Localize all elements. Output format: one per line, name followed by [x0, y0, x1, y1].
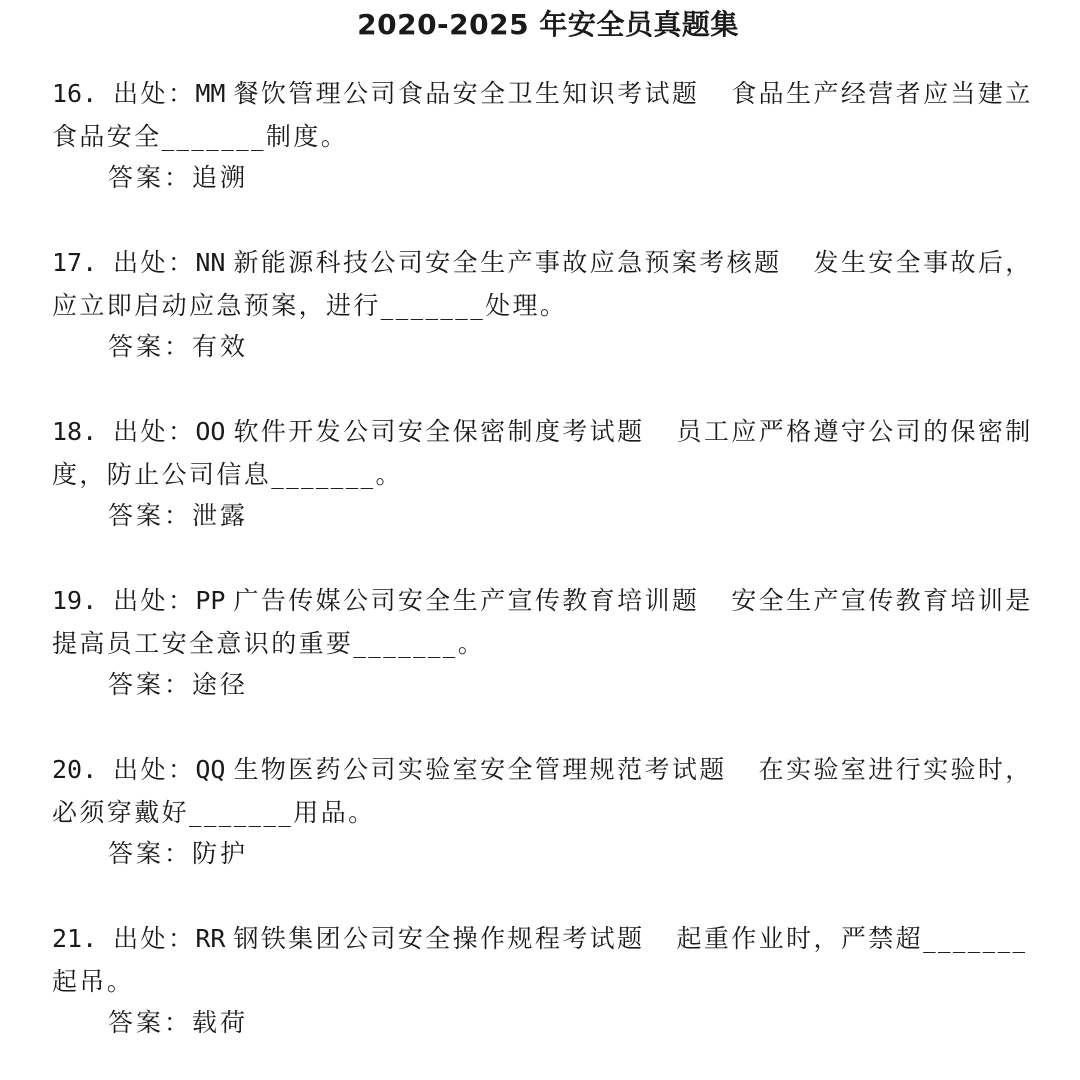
source-name: 软件开发公司安全保密制度考试题	[233, 417, 645, 446]
question-number: 16.	[52, 79, 98, 108]
answer-label: 答案：	[108, 839, 193, 868]
question-number: 21.	[52, 924, 98, 953]
question-body: 起重作业时，严禁超_______起吊。	[52, 924, 1028, 996]
question-item	[52, 241, 1044, 410]
question-number: 19.	[52, 586, 98, 615]
question-number: 18.	[52, 417, 98, 446]
question-body: 在实验室进行实验时，必须穿戴好_______用品。	[52, 755, 1033, 827]
source-label: 出处：	[113, 755, 196, 784]
answer-value: 载荷	[192, 1008, 249, 1037]
source-code: NN	[195, 248, 226, 277]
source-label: 出处：	[113, 79, 196, 108]
question-number: 20.	[52, 755, 98, 784]
question-text-block	[52, 748, 1044, 834]
source-label: 出处：	[113, 417, 196, 446]
answer-line	[52, 496, 1044, 536]
question-number: 17.	[52, 248, 98, 277]
answer-label: 答案：	[108, 1008, 193, 1037]
question-item	[52, 579, 1044, 748]
answer-label: 答案：	[108, 501, 193, 530]
source-label: 出处：	[113, 586, 196, 615]
question-text-block	[52, 917, 1044, 1003]
question-body: 食品生产经营者应当建立食品安全_______制度。	[52, 79, 1033, 151]
source-name: 新能源科技公司安全生产事故应急预案考核题	[233, 248, 782, 277]
question-item	[52, 917, 1044, 1080]
question-body: 员工应严格遵守公司的保密制度，防止公司信息_______。	[52, 417, 1033, 489]
answer-value: 防护	[192, 839, 249, 868]
answer-line	[52, 158, 1044, 198]
source-code: OO	[195, 417, 226, 446]
question-list	[52, 72, 1044, 1080]
question-body: 发生安全事故后，应立即启动应急预案，进行_______处理。	[52, 248, 1033, 320]
source-label: 出处：	[113, 248, 196, 277]
source-name: 生物医药公司实验室安全管理规范考试题	[233, 755, 727, 784]
question-body: 安全生产宣传教育培训是提高员工安全意识的重要_______。	[52, 586, 1033, 658]
answer-label: 答案：	[108, 670, 193, 699]
question-text-block	[52, 72, 1044, 158]
answer-label: 答案：	[108, 332, 193, 361]
document-title: 2020-2025 年安全员真题集	[357, 8, 739, 41]
source-code: PP	[195, 586, 226, 615]
source-code: RR	[195, 924, 226, 953]
question-text-block	[52, 241, 1044, 327]
source-code: QQ	[195, 755, 226, 784]
source-label: 出处：	[113, 924, 196, 953]
source-code: MM	[195, 79, 226, 108]
question-item	[52, 72, 1044, 241]
source-name: 广告传媒公司安全生产宣传教育培训题	[233, 586, 700, 615]
answer-line	[52, 327, 1044, 367]
source-name: 餐饮管理公司食品安全卫生知识考试题	[233, 79, 700, 108]
answer-line	[52, 834, 1044, 874]
answer-label: 答案：	[108, 163, 193, 192]
source-name: 钢铁集团公司安全操作规程考试题	[233, 924, 645, 953]
answer-line	[52, 1003, 1044, 1043]
answer-value: 有效	[192, 332, 249, 361]
answer-line	[52, 665, 1044, 705]
answer-value: 途径	[192, 670, 249, 699]
answer-value: 泄露	[192, 501, 249, 530]
question-text-block	[52, 579, 1044, 665]
question-item	[52, 748, 1044, 917]
answer-value: 追溯	[192, 163, 249, 192]
question-text-block	[52, 410, 1044, 496]
question-item	[52, 410, 1044, 579]
